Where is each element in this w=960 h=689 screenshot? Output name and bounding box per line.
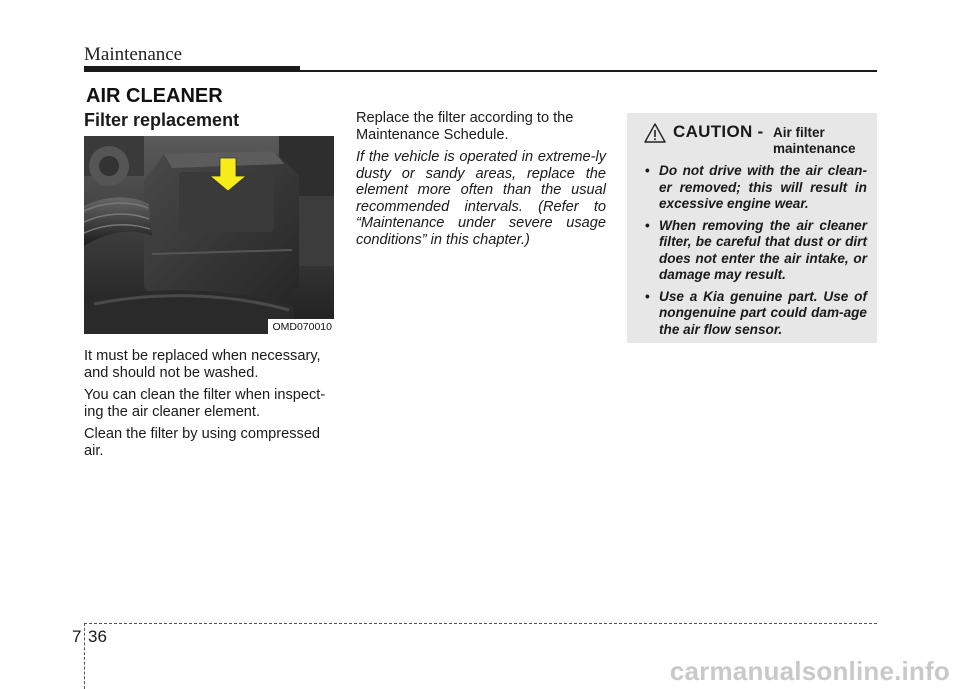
page-header-title: Maintenance <box>84 44 183 65</box>
engine-bay-figure <box>84 136 334 334</box>
paragraph: It must be replaced when necessary, and should not be washed. <box>84 348 321 381</box>
caution-item: • When removing the air cleaner filter, be careful that dust or dirt does not enter the air intake, or damage may result. <box>645 217 867 282</box>
engine-photo-illustration <box>84 136 334 334</box>
italic-paragraph: If the vehicle is operated in extreme-ly dusty or sandy areas, replace the element more often than the usual recommended intervals. (Refer to “Maintenance under severe usage conditions” in this chapter.) <box>356 149 606 248</box>
paragraph: You can clean the filter when inspect-ing the air cleaner element. <box>84 387 326 420</box>
header-rule-thin <box>300 70 877 72</box>
caution-list <box>639 163 867 338</box>
caution-label: CAUTION - <box>673 122 764 141</box>
chapter-number: 7 <box>72 627 82 646</box>
page-number: 36 <box>88 627 107 646</box>
caution-item: • Do not drive with the air clean-er removed; this will result in excessive engine wear. <box>645 163 867 211</box>
footer-divider <box>84 623 85 689</box>
warning-triangle-icon <box>644 123 666 148</box>
caution-header <box>639 121 867 159</box>
section-title: AIR CLEANER <box>86 85 223 107</box>
watermark: carmanualsonline.info <box>669 656 950 686</box>
caution-box <box>627 113 877 343</box>
subheading: Filter replacement <box>84 110 240 130</box>
figure-code: OMD070010 <box>268 319 334 334</box>
middle-column <box>356 110 606 254</box>
left-column <box>84 110 336 465</box>
header-rule-thick <box>84 66 300 72</box>
caution-topic: Air filter maintenance <box>773 125 856 156</box>
footer-rule <box>84 623 877 624</box>
paragraph: Clean the filter by using compressed air. <box>84 426 321 459</box>
caution-item: • Use a Kia genuine part. Use of nongenuine part could dam-age the air flow sensor. <box>645 288 867 337</box>
paragraph: Replace the filter according to the Maintenance Schedule. <box>356 110 574 143</box>
